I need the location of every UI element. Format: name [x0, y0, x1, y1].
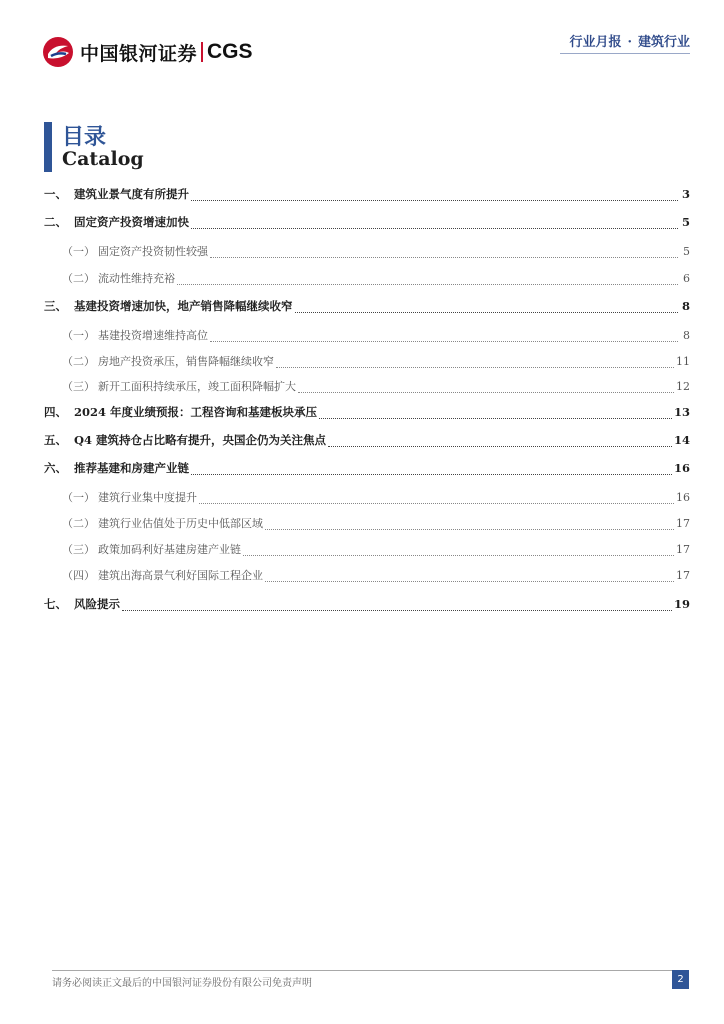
toc-entry[interactable]	[44, 298, 690, 320]
footer-disclaimer: 请务必阅读正文最后的中国银河证券股份有限公司免责声明	[52, 978, 312, 989]
title-en: Catalog	[62, 148, 144, 170]
toc-entry-title: 建筑行业估值处于历史中低部区域	[98, 517, 263, 530]
toc-entry-title: 2024 年度业绩预报：工程咨询和基建板块承压	[74, 405, 318, 419]
toc-entry-number: （一）	[62, 491, 95, 504]
toc-dot-leader	[265, 581, 674, 582]
toc-dot-leader	[328, 446, 672, 447]
toc-dot-leader	[276, 367, 674, 368]
toc-entry[interactable]	[44, 432, 690, 454]
toc-entry[interactable]	[44, 489, 690, 511]
toc-entry-number: 一、	[44, 187, 67, 201]
toc-entry-page: 8	[681, 299, 690, 313]
toc-entry[interactable]	[44, 378, 690, 400]
toc-entry-number: （一）	[62, 245, 95, 258]
toc-entry[interactable]	[44, 327, 690, 349]
report-type: 行业月报	[569, 35, 622, 50]
toc-entry-page: 11	[676, 355, 690, 368]
toc-entry-page: 5	[681, 215, 690, 229]
toc-entry-number: （二）	[62, 355, 95, 368]
toc-entry-number: 四、	[44, 405, 67, 419]
toc-dot-leader	[177, 284, 678, 285]
toc-entry-number: （一）	[62, 329, 95, 342]
logo-text-en: CGS	[207, 40, 253, 63]
toc-entry[interactable]	[44, 541, 690, 563]
toc-entry-title: 风险提示	[74, 597, 120, 611]
title-cn: 目录	[62, 125, 107, 150]
toc-entry-page: 12	[676, 380, 690, 393]
toc-entry-title: 房地产投资承压，销售降幅继续收窄	[98, 355, 274, 368]
toc-entry[interactable]	[44, 353, 690, 375]
toc-entry-number: 六、	[44, 461, 67, 475]
toc-entry-page: 16	[673, 461, 690, 475]
toc-entry-page: 14	[673, 433, 690, 447]
toc-dot-leader	[319, 418, 672, 419]
toc-entry-title: 政策加码利好基建房建产业链	[98, 543, 241, 556]
toc-dot-leader	[210, 341, 678, 342]
toc-dot-leader	[191, 474, 672, 475]
toc-entry[interactable]	[44, 567, 690, 589]
toc-entry-page: 17	[676, 517, 690, 530]
report-category	[569, 31, 690, 50]
toc-entry-page: 6	[683, 272, 690, 285]
toc-entry-page: 3	[681, 187, 690, 201]
toc-entry-number: 五、	[44, 433, 67, 447]
logo-text-cn: 中国银河证券	[80, 42, 198, 65]
toc-dot-leader	[295, 312, 679, 313]
toc-entry-title: 建筑行业集中度提升	[98, 491, 197, 504]
toc-entry[interactable]	[44, 404, 690, 426]
toc-dot-leader	[210, 257, 678, 258]
toc-entry[interactable]	[44, 596, 690, 618]
toc-entry-title: 推荐基建和房建产业链	[74, 461, 189, 475]
toc-entry-number: （三）	[62, 380, 95, 393]
toc-dot-leader	[243, 555, 674, 556]
header-separator: ·	[627, 35, 632, 50]
toc-entry[interactable]	[44, 214, 690, 236]
toc-entry-page: 17	[676, 543, 690, 556]
toc-entry[interactable]	[44, 460, 690, 482]
toc-dot-leader	[199, 503, 674, 504]
toc-entry[interactable]	[44, 243, 690, 265]
toc-dot-leader	[122, 610, 672, 611]
toc-entry[interactable]	[44, 270, 690, 292]
industry-label: 建筑行业	[637, 35, 690, 50]
toc-dot-leader	[191, 200, 678, 201]
toc-entry-number: （三）	[62, 543, 95, 556]
toc-entry[interactable]	[44, 515, 690, 537]
footer-divider	[52, 970, 672, 971]
toc-entry-page: 19	[673, 597, 690, 611]
toc-entry[interactable]	[44, 186, 690, 208]
header-divider	[560, 53, 690, 54]
toc-entry-title: 固定资产投资增速加快	[74, 215, 189, 229]
toc-entry-page: 17	[676, 569, 690, 582]
toc-entry-number: （二）	[62, 272, 95, 285]
cgs-logo-icon	[42, 36, 74, 68]
company-logo	[42, 36, 253, 68]
toc-entry-page: 8	[683, 329, 690, 342]
toc-entry-number: 二、	[44, 215, 67, 229]
toc-entry-title: 基建投资增速维持高位	[98, 329, 208, 342]
title-accent-bar	[44, 122, 52, 172]
toc-entry-number: 七、	[44, 597, 67, 611]
toc-entry-page: 13	[673, 405, 690, 419]
page-number: 2	[672, 970, 689, 989]
toc-entry-title: Q4 建筑持仓占比略有提升，央国企仍为关注焦点	[74, 433, 327, 447]
toc-dot-leader	[191, 228, 678, 229]
toc-entry-title: 基建投资增速加快，地产销售降幅继续收窄	[74, 299, 293, 313]
toc-entry-number: 三、	[44, 299, 67, 313]
toc-entry-number: （二）	[62, 517, 95, 530]
logo-divider	[201, 42, 203, 62]
toc-entry-title: 固定资产投资韧性较强	[98, 245, 208, 258]
toc-entry-page: 16	[676, 491, 690, 504]
page-header	[0, 0, 724, 80]
toc-entry-page: 5	[683, 245, 690, 258]
toc-entry-title: 新开工面积持续承压，竣工面积降幅扩大	[98, 380, 296, 393]
toc-entry-number: （四）	[62, 569, 95, 582]
toc-dot-leader	[265, 529, 674, 530]
toc-entry-title: 流动性维持充裕	[98, 272, 175, 285]
toc-entry-title: 建筑业景气度有所提升	[74, 187, 189, 201]
toc-entry-title: 建筑出海高景气利好国际工程企业	[98, 569, 263, 582]
toc-dot-leader	[298, 392, 674, 393]
